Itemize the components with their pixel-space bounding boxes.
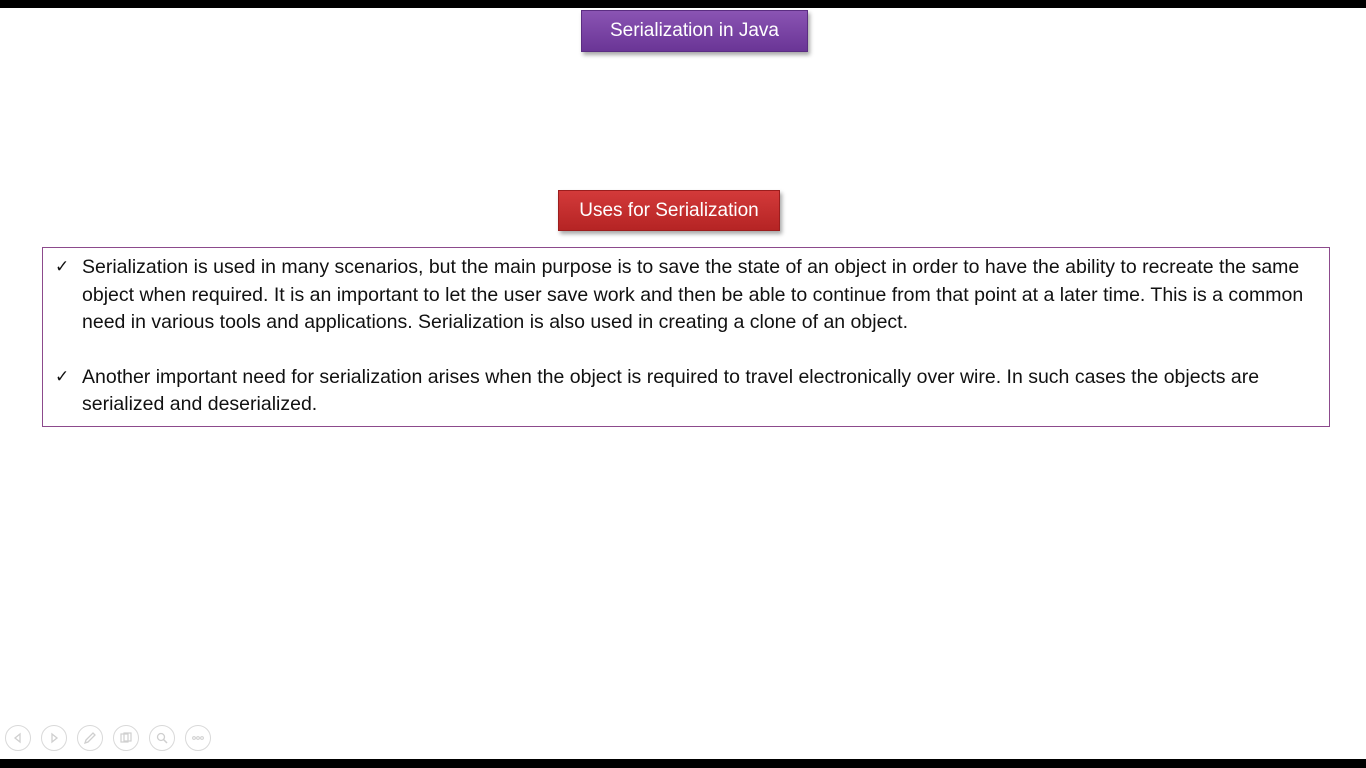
content-box	[42, 247, 1330, 427]
slides-icon[interactable]	[113, 725, 139, 751]
bullet-text: Serialization is used in many scenarios, but the main purpose is to save the state of an object in order to have the ability to recreate the same object when required. It is an important to let the user save work and then be able to continue from that point at a later time. This is a common need in various tools and applications. Serialization is also used in creating a clone of an object.	[82, 256, 1304, 333]
slideshow-controls	[5, 725, 211, 751]
section-heading: Uses for Serialization	[558, 190, 780, 231]
bullet-item	[55, 254, 1319, 337]
bullet-text: Another important need for serialization arises when the object is required to travel electronically over wire. In such cases the objects are serialized and deserialized.	[82, 365, 1260, 415]
bullet-item	[55, 364, 1319, 419]
presentation-slide	[0, 8, 1366, 759]
more-options-icon[interactable]	[185, 725, 211, 751]
checkmark-icon: ✓	[55, 257, 70, 277]
zoom-icon[interactable]	[149, 725, 175, 751]
next-icon[interactable]	[41, 725, 67, 751]
previous-icon[interactable]	[5, 725, 31, 751]
slide-title: Serialization in Java	[581, 10, 808, 52]
checkmark-icon: ✓	[55, 366, 70, 387]
pen-icon[interactable]	[77, 725, 103, 751]
